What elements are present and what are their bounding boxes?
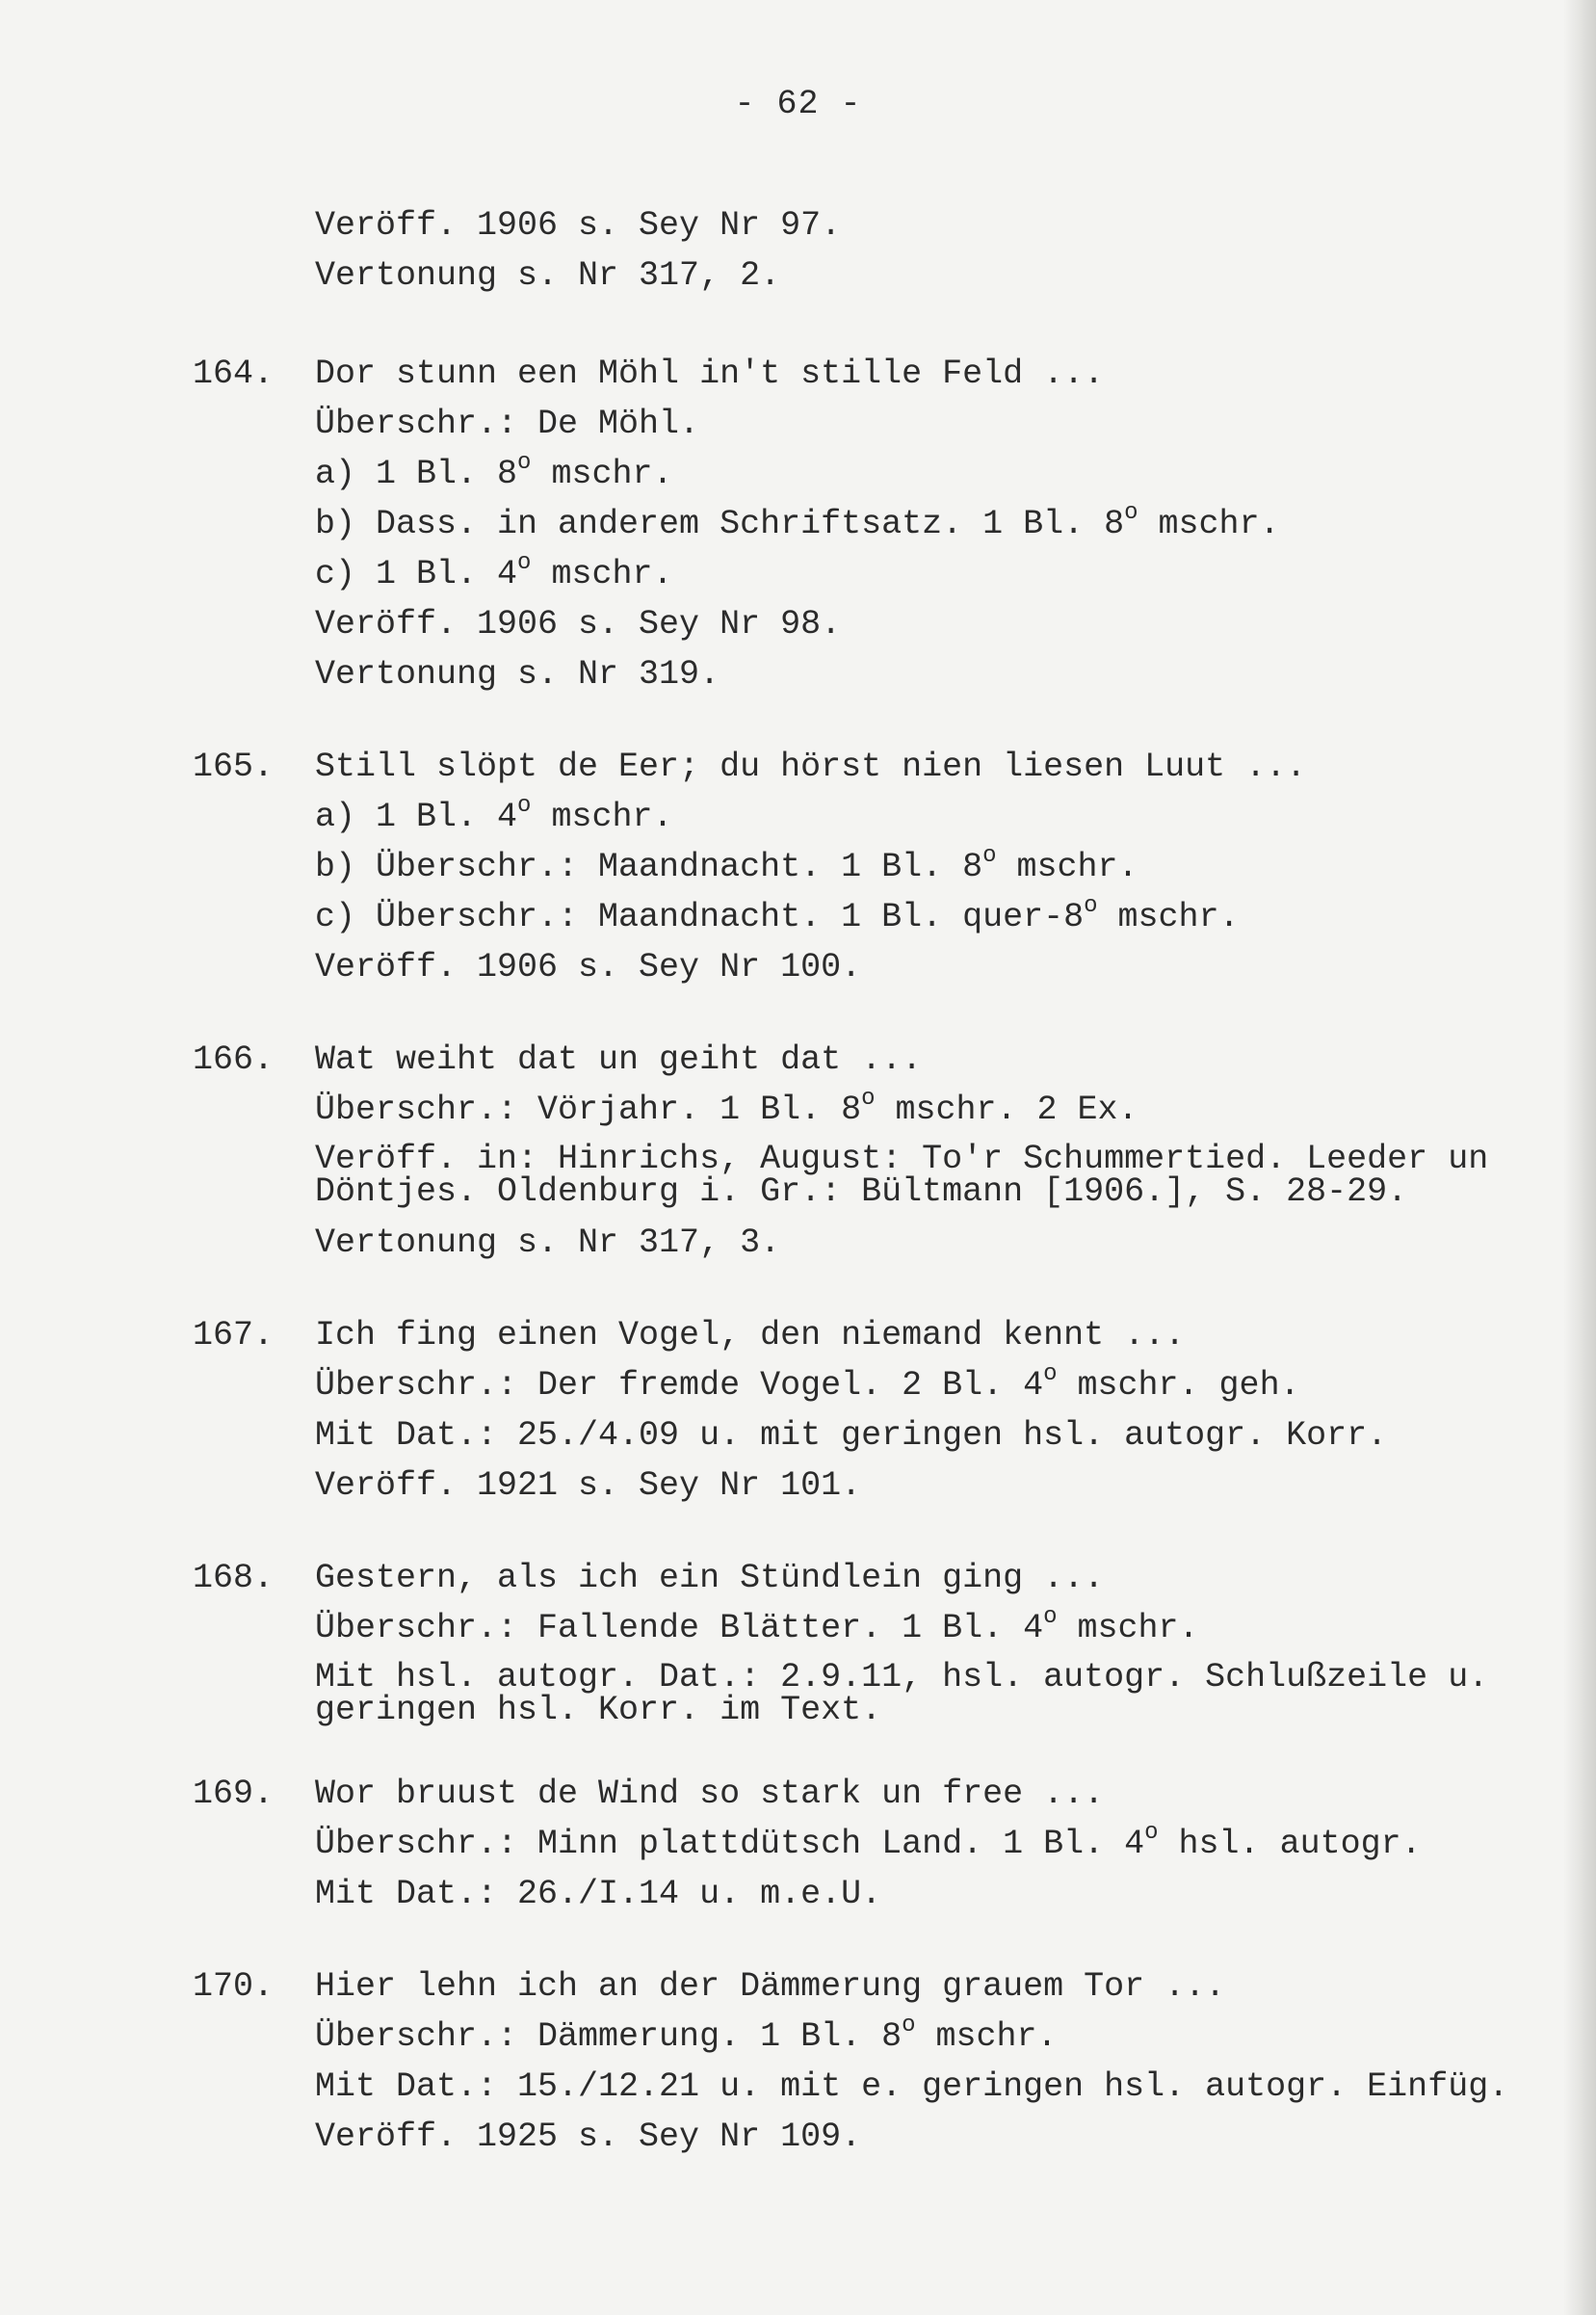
entry-number: 170. — [193, 1967, 275, 2006]
variant-c-line: c) Überschr.: Maandnacht. 1 Bl. quer-8$^o$ mschr. — [315, 893, 1240, 936]
catalog-entry-170 — [193, 1961, 1522, 2162]
entry-number: 164. — [193, 355, 275, 393]
date-line: Mit Dat.: 26./I.14 u. m.e.U. — [315, 1875, 882, 1913]
entry-title: Ich fing einen Vogel, den niemand kennt ... — [315, 1316, 1186, 1355]
variant-a-line: a) 1 Bl. 4$^o$ mschr. — [315, 793, 673, 836]
page-number: - 62 - — [734, 85, 862, 123]
entry-title: Wor bruust de Wind so stark un free ... — [315, 1775, 1105, 1813]
entry-number: 168. — [193, 1559, 275, 1597]
heading-line: Überschr.: De Möhl. — [315, 405, 700, 443]
continuation-block — [193, 200, 1522, 301]
entry-title: Hier lehn ich an der Dämmerung grauem Tor ... — [315, 1967, 1226, 2006]
catalog-content — [193, 200, 1522, 2204]
description-line: Überschr.: Vörjahr. 1 Bl. 8$^o$ mschr. 2 Ex. — [315, 1086, 1138, 1129]
catalog-entry-169 — [193, 1769, 1522, 1919]
entry-number: 167. — [193, 1316, 275, 1355]
description-line: Überschr.: Minn plattdütsch Land. 1 Bl. 4$^o$ hsl. autogr. — [315, 1820, 1422, 1863]
entry-title: Still slöpt de Eer; du hörst nien liesen Luut ... — [315, 748, 1307, 786]
publication-line: Veröff. 1921 s. Sey Nr 101. — [315, 1466, 862, 1505]
entry-number: 169. — [193, 1775, 275, 1813]
setting-line: Vertonung s. Nr 317, 3. — [315, 1223, 781, 1262]
date-line: Mit hsl. autogr. Dat.: 2.9.11, hsl. autogr. Schlußzeile u. geringen hsl. Korr. im Text. — [315, 1658, 1489, 1729]
setting-line: Vertonung s. Nr 317, 2. — [315, 256, 781, 295]
description-line: Überschr.: Dämmerung. 1 Bl. 8$^o$ mschr. — [315, 2012, 1058, 2056]
entry-title: Gestern, als ich ein Stündlein ging ... — [315, 1559, 1105, 1597]
date-line: Mit Dat.: 25./4.09 u. mit geringen hsl. autogr. Korr. — [315, 1416, 1388, 1455]
date-line: Mit Dat.: 15./12.21 u. mit e. geringen hsl. autogr. Einfüg. — [315, 2067, 1509, 2106]
publication-line: Veröff. 1925 s. Sey Nr 109. — [315, 2118, 862, 2156]
description-line: Überschr.: Fallende Blätter. 1 Bl. 4$^o$ mschr. — [315, 1604, 1199, 1647]
catalog-entry-165 — [193, 742, 1522, 992]
publication-line: Veröff. 1906 s. Sey Nr 100. — [315, 948, 862, 987]
entry-title: Dor stunn een Möhl in't stille Feld ... — [315, 355, 1105, 393]
publication-line: Veröff. 1906 s. Sey Nr 98. — [315, 605, 842, 644]
catalog-entry-164 — [193, 349, 1522, 699]
description-line: Überschr.: Der fremde Vogel. 2 Bl. 4$^o$ mschr. geh. — [315, 1361, 1300, 1405]
publication-line: Veröff. in: Hinrichs, August: To'r Schummertied. Leeder un Döntjes. Oldenburg i. Gr.: Bültmann [1906.], S. 28-29. — [315, 1140, 1489, 1211]
variant-c-line: c) 1 Bl. 4$^o$ mschr. — [315, 550, 673, 593]
page-edge-shadow — [1563, 0, 1596, 2315]
catalog-entry-166 — [193, 1035, 1522, 1268]
catalog-entry-168 — [193, 1553, 1522, 1729]
variant-b-line: b) Dass. in anderem Schriftsatz. 1 Bl. 8$^o$ mschr. — [315, 500, 1280, 543]
publication-line: Veröff. 1906 s. Sey Nr 97. — [315, 206, 842, 245]
variant-a-line: a) 1 Bl. 8$^o$ mschr. — [315, 450, 673, 493]
setting-line: Vertonung s. Nr 319. — [315, 655, 720, 694]
entry-number: 165. — [193, 748, 275, 786]
entry-number: 166. — [193, 1040, 275, 1079]
entry-title: Wat weiht dat un geiht dat ... — [315, 1040, 923, 1079]
variant-b-line: b) Überschr.: Maandnacht. 1 Bl. 8$^o$ mschr. — [315, 843, 1138, 886]
catalog-entry-167 — [193, 1310, 1522, 1511]
